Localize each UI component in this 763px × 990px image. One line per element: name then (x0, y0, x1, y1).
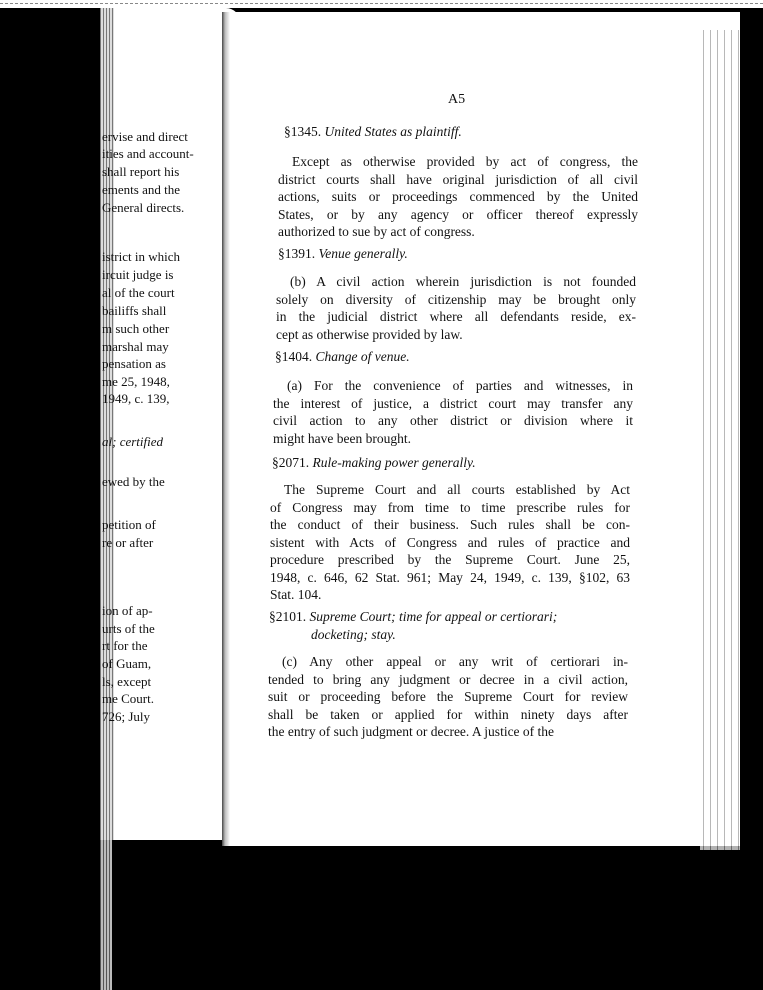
section-heading-2101 (269, 608, 557, 626)
paragraph-line: cept as otherwise provided by law. (276, 326, 463, 342)
paragraph-line: the interest of justice, a district court may transfer any (273, 395, 633, 411)
left-page-line: 1949, c. 139, (102, 391, 170, 406)
section-heading-1391 (278, 245, 408, 263)
paragraph-line: Except as otherwise provided by act of congress, the (292, 154, 638, 169)
left-page-line: pensation as (102, 356, 166, 371)
left-page-line: ewed by the (102, 474, 165, 489)
section-heading-1345 (284, 123, 462, 141)
paragraph-line: (c) Any other appeal or any writ of certiorari in- (282, 654, 628, 669)
paragraph-line: suit or proceeding before the Supreme Court for review (268, 689, 628, 704)
section-title-continued: docketing; stay. (311, 627, 396, 642)
section-title: Change of venue. (315, 349, 410, 364)
section-title: United States as plaintiff. (324, 124, 462, 139)
left-page-line: rt for the (102, 638, 148, 653)
left-page-line: ircuit judge is (102, 267, 174, 282)
scan-top-margin (0, 0, 763, 8)
section-title: Supreme Court; time for appeal or certiorari; (309, 609, 558, 624)
paragraph-line: civil action to any other district or division where it (273, 413, 633, 428)
paragraph-line: sistent with Acts of Congress and rules of practice and (270, 534, 630, 550)
paragraph-line: authorized to sue by act of congress. (278, 224, 475, 239)
section-number: §2101. (269, 609, 307, 624)
previous-page-fragment (100, 8, 240, 840)
left-page-line: ements and the (102, 182, 180, 197)
left-page-line: petition of (102, 517, 156, 532)
left-page-line: ls, except (102, 674, 152, 689)
book-spine-edge (100, 840, 112, 990)
paragraph-line: (b) A civil action wherein jurisdiction is not founded (290, 274, 636, 289)
paragraph-line: in the judicial district where all defendants reside, ex- (276, 309, 636, 324)
section-paragraph-1404 (273, 377, 633, 447)
paragraph-line: shall be taken or applied for within ninety days after (268, 706, 628, 722)
paragraph-line: the conduct of their business. Such rules shall be con- (270, 517, 630, 532)
section-number: §2071. (272, 455, 310, 470)
paragraph-line: actions, suits or proceedings commenced by the United (278, 189, 638, 204)
section-heading-1404 (275, 348, 410, 366)
left-page-line: 726; July (102, 709, 151, 724)
paragraph-line: the entry of such judgment or decree. A justice of the (268, 724, 555, 739)
left-page-line: istrict in which (102, 249, 180, 264)
left-page-line: al; certified (102, 434, 164, 449)
section-paragraph-2101 (268, 653, 628, 741)
paragraph-line: 1948, c. 646, 62 Stat. 961; May 24, 1949, c. 139, §102, 63 (270, 569, 630, 585)
left-page-line: ervise and direct (102, 129, 188, 144)
paragraph-line: (a) For the convenience of parties and witnesses, in (287, 378, 633, 393)
paragraph-line: solely on diversity of citizenship may be brought only (276, 291, 636, 307)
paragraph-line: procedure prescribed by the Supreme Court. June 25, (270, 552, 630, 567)
paragraph-line: States, or by any agency or officer thereof expressly (278, 206, 638, 222)
section-number: §1404. (275, 349, 313, 364)
page-number: A5 (448, 92, 466, 107)
section-number: §1345. (284, 124, 322, 139)
section-title: Venue generally. (318, 246, 408, 261)
left-page-line: re or after (102, 535, 154, 550)
section-heading-2071 (272, 454, 476, 472)
paragraph-line: tended to bring any judgment or decree in a civil action, (268, 671, 628, 687)
section-paragraph-1345 (278, 153, 638, 241)
left-page-line: urts of the (102, 621, 155, 636)
paragraph-line: Stat. 104. (270, 587, 322, 602)
left-page-line: bailiffs shall (102, 303, 167, 318)
left-page-line: me 25, 1948, (102, 374, 170, 389)
section-paragraph-2071 (270, 481, 630, 604)
paragraph-line: of Congress may from time to time prescribe rules for (270, 499, 630, 515)
section-title: Rule-making power generally. (312, 455, 476, 470)
left-page-line: al of the court (102, 285, 175, 300)
left-page-line: me Court. (102, 691, 154, 706)
paragraph-line: might have been brought. (273, 430, 411, 446)
page-edge-shadow (700, 30, 740, 850)
left-page-line: ities and account- (102, 146, 194, 161)
section-heading-2101-continued (311, 626, 396, 644)
left-page-line: m such other (102, 321, 170, 336)
section-number: §1391. (278, 246, 316, 261)
left-page-line: shall report his (102, 164, 180, 179)
left-page-line: General directs. (102, 200, 185, 215)
left-page-line: of Guam, (102, 656, 152, 671)
left-page-line: ion of ap- (102, 603, 153, 618)
section-paragraph-1391 (276, 273, 636, 343)
left-page-line: marshal may (102, 339, 169, 354)
paragraph-line: district courts shall have original jurisdiction of all civil (278, 171, 638, 187)
paragraph-line: The Supreme Court and all courts established by Act (284, 482, 630, 497)
